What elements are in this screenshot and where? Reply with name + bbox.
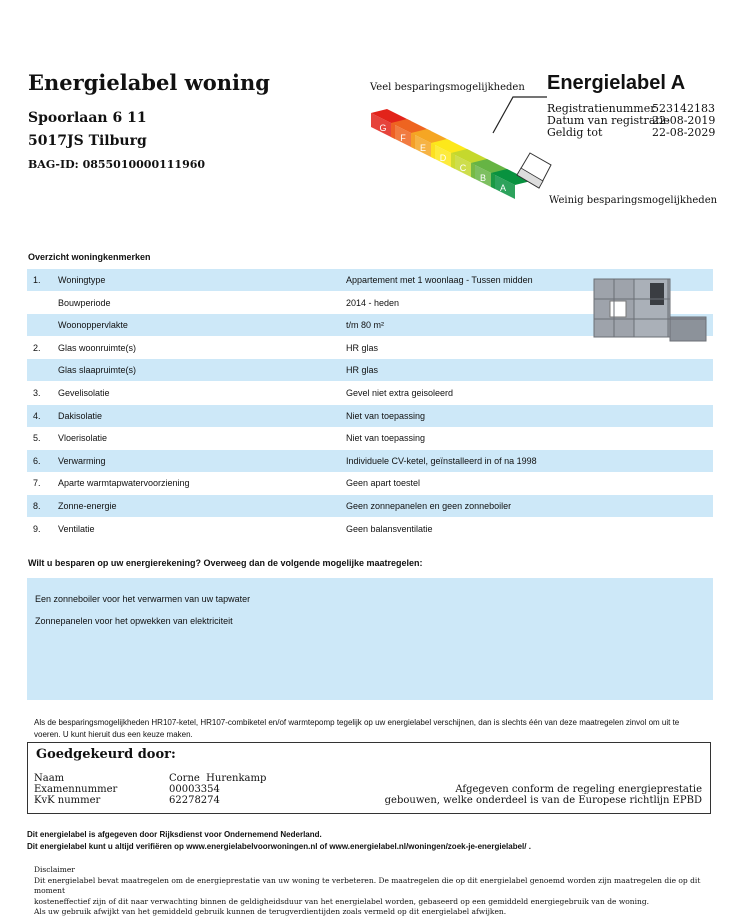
verify-line: Dit energielabel kunt u altijd verifiëren op www.energielabelvoorwoningen.nl of www.energielabel.nl/woningen/zoek-je-energielabel/ . — [27, 842, 531, 851]
bag-id: BAG-ID: 0855010000111960 — [28, 158, 206, 171]
approved-keys — [34, 773, 117, 806]
energy-scale-graphic — [365, 95, 555, 205]
approved-values — [169, 773, 266, 806]
row-label: Aparte warmtapwatervoorziening — [58, 478, 190, 489]
disclaimer — [34, 865, 724, 918]
building-illustration — [592, 275, 710, 347]
svg-text:G: G — [379, 123, 387, 133]
row-number: 3. — [33, 388, 41, 398]
advice-heading: Wilt u besparen op uw energierekening? Overweeg dan de volgende mogelijke maatregelen: — [28, 558, 423, 568]
table-row — [27, 382, 713, 404]
approved-box — [27, 742, 711, 814]
row-value: 2014 - heden — [346, 297, 400, 308]
row-number: 6. — [33, 455, 41, 466]
registration-number-value: 523142183 — [652, 102, 715, 115]
row-value: Geen balansventilatie — [346, 523, 433, 534]
svg-text:F: F — [400, 133, 406, 143]
svg-text:B: B — [479, 173, 487, 183]
label-field-values — [652, 103, 715, 139]
scale-top-caption: Veel besparingsmogelijkheden — [370, 82, 525, 93]
table-row — [27, 472, 713, 494]
row-label: Dakisolatie — [58, 410, 103, 421]
row-value: HR glas — [346, 365, 379, 376]
row-number: 9. — [33, 523, 41, 534]
advice-note-line: Als de besparingsmogelijkheden HR107-ketel, HR107-combiketel en/of warmtepomp tegelijk op uw energielabel verschijnen, dan is slechts één van deze maatregelen zinvol om uit te — [34, 718, 680, 727]
row-label: Zonne-energie — [58, 501, 117, 511]
table-row — [27, 450, 713, 472]
address-city: 5017JS Tilburg — [28, 133, 147, 149]
row-label: Verwarming — [58, 455, 106, 466]
svg-text:A: A — [499, 183, 507, 193]
exam-number-key: Examennummer — [34, 784, 118, 795]
issued-by-line: Dit energielabel is afgegeven door Rijksdienst voor Ondernemend Nederland. — [27, 830, 322, 839]
row-value: Geen zonnepanelen en geen zonneboiler — [346, 501, 512, 511]
conform-statement — [385, 784, 702, 806]
address-street: Spoorlaan 6 11 — [28, 110, 147, 126]
assessor-name-value: Corne Hurenkamp — [169, 773, 267, 784]
table-row — [27, 405, 713, 427]
row-value: Niet van toepassing — [346, 433, 426, 444]
overview-heading: Overzicht woningkenmerken — [28, 252, 151, 262]
row-number: 1. — [33, 275, 41, 285]
row-value: Niet van toepassing — [346, 410, 426, 421]
row-number: 8. — [33, 501, 41, 511]
advice-note — [34, 717, 694, 741]
document-title: Energielabel woning — [28, 70, 270, 95]
disclaimer-title: Disclaimer — [34, 865, 75, 874]
disclaimer-line: kosteneffectief zijn of dit naar verwachting binnen de geldigheidsduur van het energielabel worden, gebaseerd op een gemiddeld energiegebruik van de woning. — [34, 896, 650, 906]
disclaimer-line: Dit energielabel bevat maatregelen om de energieprestatie van uw woning te verbeteren. De maatregelen die op dit energielabel genoemd worden zijn maatregelen die op dit moment — [34, 875, 701, 895]
registration-number-key: Registratienummer — [547, 102, 656, 115]
row-number: 5. — [33, 433, 41, 444]
row-value: Individuele CV-ketel, geïnstalleerd in of na 1998 — [346, 455, 537, 466]
table-row — [27, 518, 713, 540]
valid-until-value: 22-08-2029 — [652, 126, 716, 139]
table-row — [27, 427, 713, 449]
valid-until-key: Geldig tot — [547, 126, 603, 139]
advice-item: Zonnepanelen voor het opwekken van elektriciteit — [35, 616, 233, 626]
table-row — [27, 359, 713, 381]
table-row — [27, 495, 713, 517]
registration-date-key: Datum van registratie — [547, 114, 670, 127]
row-label: Ventilatie — [58, 523, 95, 534]
row-number: 4. — [33, 410, 41, 421]
row-value: Appartement met 1 woonlaag - Tussen midden — [346, 275, 533, 285]
conform-line: Afgegeven conform de regeling energieprestatie — [455, 784, 702, 795]
row-value: Geen apart toestel — [346, 478, 421, 489]
row-label: Bouwperiode — [58, 297, 111, 308]
kvk-number-key: KvK nummer — [34, 795, 101, 806]
row-label: Vloerisolatie — [58, 433, 108, 444]
advice-box — [27, 578, 713, 700]
row-value: t/m 80 m² — [346, 320, 385, 331]
row-value: HR glas — [346, 342, 379, 353]
approved-heading: Goedgekeurd door: — [36, 747, 176, 762]
row-number: 2. — [33, 342, 41, 353]
registration-date-value: 22-08-2019 — [652, 114, 716, 127]
kvk-number-value: 62278274 — [169, 795, 220, 806]
svg-text:C: C — [459, 163, 467, 173]
row-label: Woningtype — [58, 275, 106, 285]
row-number: 7. — [33, 478, 41, 489]
conform-line: gebouwen, welke onderdeel is van de Europese richtlijn EPBD — [384, 795, 702, 806]
row-label: Woonoppervlakte — [58, 320, 128, 331]
row-label: Gevelisolatie — [58, 388, 110, 398]
disclaimer-line: Als uw gebruik afwijkt van het gemiddeld gebruik kunnen de terugverdientijden zoals vermeld op dit energielabel afwijken. — [34, 907, 507, 916]
svg-text:E: E — [419, 143, 427, 153]
svg-text:D: D — [439, 153, 447, 163]
advice-note-line: voeren. U kunt hieruit dus een keuze maken. — [34, 730, 193, 739]
row-label: Glas woonruimte(s) — [58, 342, 137, 353]
issued-by — [27, 829, 531, 853]
assessor-name-key: Naam — [34, 773, 65, 784]
energy-label-heading: Energielabel A — [547, 72, 686, 94]
row-value: Gevel niet extra geisoleerd — [346, 388, 454, 398]
row-label: Glas slaapruimte(s) — [58, 365, 137, 376]
scale-bottom-caption: Weinig besparingsmogelijkheden — [549, 195, 718, 206]
exam-number-value: 00003354 — [169, 784, 220, 795]
advice-item: Een zonneboiler voor het verwarmen van uw tapwater — [35, 594, 251, 604]
